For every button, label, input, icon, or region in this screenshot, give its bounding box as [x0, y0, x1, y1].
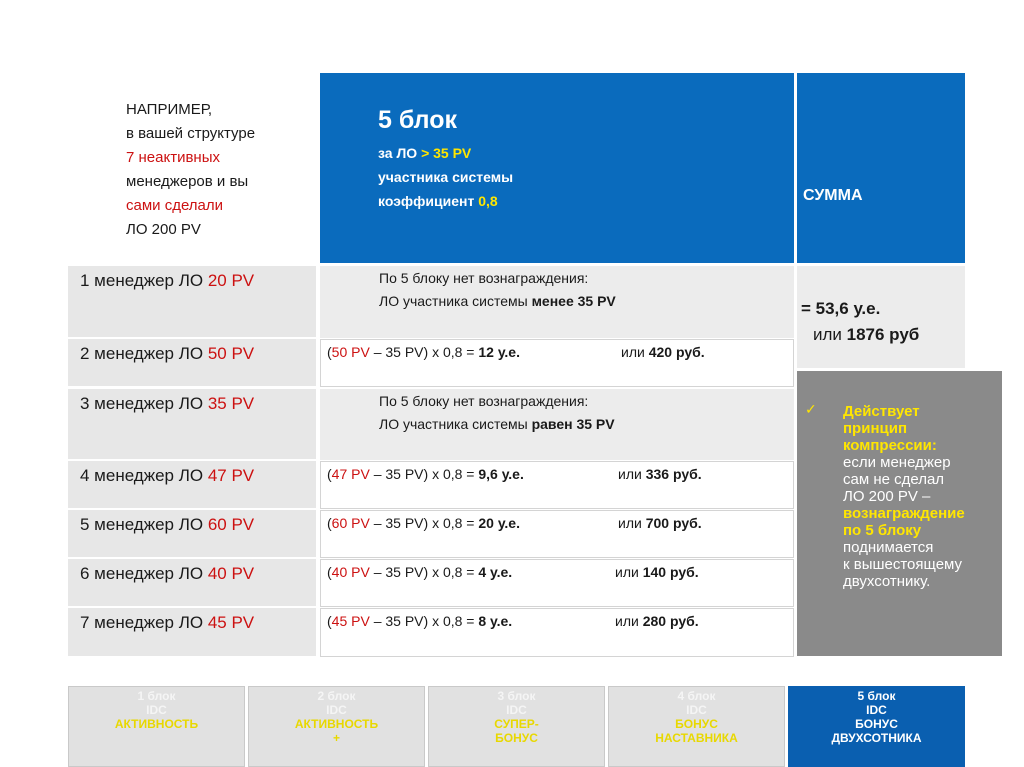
total-sum — [797, 266, 965, 368]
nav-block-title: АКТИВНОСТЬ — [294, 717, 379, 731]
manager-label — [80, 344, 254, 364]
manager-row-calc — [320, 461, 794, 509]
calc-formula: (50 PV – 35 PV) х 0,8 = 12 у.е. — [327, 344, 520, 360]
note-line: двухсотнику. — [843, 573, 931, 590]
calc-formula: (40 PV – 35 PV) х 0,8 = 4 у.е. — [327, 564, 513, 580]
calc-or: или — [621, 344, 649, 360]
calc-or: или — [615, 613, 643, 629]
manager-text: 7 менеджер ЛО — [80, 613, 208, 632]
nav-block-2[interactable] — [248, 686, 425, 767]
calc-rest: – 35 PV) х 0,8 = — [369, 564, 479, 580]
calc-pv: 60 PV — [331, 515, 370, 531]
calc-rub-value: 280 руб. — [642, 613, 699, 629]
no-reward-text — [379, 390, 615, 436]
calc-pv: 47 PV — [331, 466, 370, 482]
compression-note — [797, 371, 1002, 656]
nav-block-subtitle: ДВУХСОТНИКА — [831, 731, 922, 745]
note-line: Действует — [843, 403, 920, 420]
nav-block-number: 5 блок — [857, 689, 896, 703]
calc-formula: (45 PV – 35 PV) х 0,8 = 8 у.е. — [327, 613, 513, 629]
calc-or: или — [618, 466, 646, 482]
calc-rub — [621, 344, 705, 360]
calc-result: 4 у.е. — [478, 564, 513, 580]
manager-label — [80, 271, 254, 291]
block-description — [378, 141, 513, 213]
calc-rub — [615, 613, 699, 629]
intro-line: сами сделали — [126, 197, 224, 214]
total-sum-rub-value: 1876 руб — [846, 325, 920, 344]
manager-text: 4 менеджер ЛО — [80, 466, 208, 485]
note-line: поднимается — [843, 539, 934, 556]
manager-pv: 20 PV — [207, 271, 255, 290]
calc-pv: 40 PV — [331, 564, 370, 580]
manager-text: 1 менеджер ЛО — [80, 271, 208, 290]
intro-line: 7 неактивных — [126, 149, 220, 166]
note-line: к вышестоящему — [843, 556, 963, 573]
coefficient-value: 0,8 — [478, 193, 498, 209]
block-coefficient — [378, 189, 513, 213]
nav-block-1[interactable] — [68, 686, 245, 767]
calc-formula: (47 PV – 35 PV) х 0,8 = 9,6 у.е. — [327, 466, 524, 482]
manager-pv: 35 PV — [207, 394, 255, 413]
manager-pv: 60 PV — [207, 515, 255, 534]
calc-or: или — [618, 515, 646, 531]
manager-row-calc — [320, 608, 794, 657]
calc-rest: – 35 PV) х 0,8 = — [369, 466, 479, 482]
nav-block-4[interactable] — [608, 686, 785, 767]
calc-rub-value: 140 руб. — [642, 564, 699, 580]
compression-note-text — [843, 403, 1003, 590]
nav-block-subtitle: НАСТАВНИКА — [655, 731, 738, 745]
nav-block-brand: IDC — [326, 703, 347, 717]
reason-value: менее 35 PV — [531, 293, 616, 309]
calc-pv: 50 PV — [331, 344, 370, 360]
calc-rub-value: 420 руб. — [648, 344, 705, 360]
intro-line: НАПРИМЕР, — [126, 101, 213, 118]
nav-block-brand: IDC — [686, 703, 707, 717]
note-line: ЛО 200 PV – — [843, 488, 931, 505]
nav-block-title: БОНУС — [675, 717, 718, 731]
manager-pv: 40 PV — [207, 564, 255, 583]
nav-block-5[interactable] — [788, 686, 965, 767]
manager-pv: 45 PV — [207, 613, 255, 632]
sum-header — [797, 73, 965, 263]
manager-text: 2 менеджер ЛО — [80, 344, 208, 363]
calc-rest: – 35 PV) х 0,8 = — [369, 613, 479, 629]
calc-rest: – 35 PV) х 0,8 = — [369, 515, 479, 531]
manager-pv: 47 PV — [207, 466, 255, 485]
calc-rub-value: 336 руб. — [645, 466, 702, 482]
calc-result: 12 у.е. — [478, 344, 520, 360]
calc-rub — [615, 564, 699, 580]
nav-block-number: 2 блок — [317, 689, 356, 703]
no-reward-line: По 5 блоку нет вознаграждения: — [379, 270, 589, 286]
nav-block-brand: IDC — [866, 703, 887, 717]
calc-rest: – 35 PV) х 0,8 = — [369, 344, 479, 360]
manager-row-label — [68, 608, 316, 657]
nav-block-title: АКТИВНОСТЬ — [114, 717, 199, 731]
intro-line: в вашей структуре — [126, 125, 256, 142]
manager-label — [80, 394, 254, 414]
note-line: вознаграждение — [843, 505, 965, 522]
nav-block-subtitle: + — [332, 731, 340, 745]
manager-label — [80, 613, 254, 633]
total-sum-ue: = 53,6 у.е. — [801, 299, 881, 318]
manager-row-calc — [320, 559, 794, 607]
note-line: если менеджер — [843, 454, 951, 471]
no-reward-line: По 5 блоку нет вознаграждения: — [379, 393, 589, 409]
nav-block-brand: IDC — [146, 703, 167, 717]
manager-row-label — [68, 389, 316, 460]
condition-prefix: за ЛО — [378, 145, 422, 161]
nav-block-number: 4 блок — [677, 689, 716, 703]
manager-row-calc — [320, 339, 794, 387]
nav-block-title: БОНУС — [855, 717, 898, 731]
note-line: компрессии: — [843, 437, 937, 454]
check-icon: ✓ — [805, 401, 817, 417]
note-line: сам не сделал — [843, 471, 945, 488]
no-reward-text — [379, 267, 616, 313]
manager-text: 5 менеджер ЛО — [80, 515, 208, 534]
calc-rub — [618, 515, 702, 531]
calc-or: или — [615, 564, 643, 580]
nav-block-number: 3 блок — [497, 689, 536, 703]
sum-header-label: СУММА — [803, 187, 863, 204]
manager-text: 6 менеджер ЛО — [80, 564, 208, 583]
condition-value: > 35 PV — [421, 145, 472, 161]
calc-pv: 45 PV — [331, 613, 370, 629]
manager-label — [80, 564, 254, 584]
note-line: принцип — [843, 420, 908, 437]
block-title: 5 блок — [378, 106, 458, 134]
reason-value: равен 35 PV — [531, 416, 615, 432]
calc-rub-value: 700 руб. — [645, 515, 702, 531]
nav-block-title: СУПЕР- — [494, 717, 539, 731]
nav-block-number: 1 блок — [137, 689, 176, 703]
manager-row-label — [68, 266, 316, 338]
manager-row-label — [68, 339, 316, 387]
calc-rub — [618, 466, 702, 482]
manager-label — [80, 466, 254, 486]
total-sum-or: или — [813, 325, 847, 344]
block-header — [320, 73, 794, 263]
intro-line: ЛО 200 PV — [126, 221, 201, 238]
manager-pv: 50 PV — [207, 344, 255, 363]
manager-row-calc — [320, 266, 794, 338]
manager-text: 3 менеджер ЛО — [80, 394, 208, 413]
manager-row-label — [68, 559, 316, 607]
manager-row-calc — [320, 510, 794, 558]
manager-row-label — [68, 510, 316, 558]
note-line: по 5 блоку — [843, 522, 922, 539]
calc-result: 8 у.е. — [478, 613, 513, 629]
calc-result: 20 у.е. — [478, 515, 520, 531]
reason-prefix: ЛО участника системы — [379, 416, 532, 432]
intro-line: менеджеров и вы — [126, 173, 249, 190]
manager-row-calc — [320, 389, 794, 460]
calc-result: 9,6 у.е. — [478, 466, 524, 482]
coefficient-prefix: коэффициент — [378, 193, 479, 209]
calc-formula: (60 PV – 35 PV) х 0,8 = 20 у.е. — [327, 515, 520, 531]
nav-block-brand: IDC — [506, 703, 527, 717]
nav-block-3[interactable] — [428, 686, 605, 767]
nav-block-subtitle: БОНУС — [495, 731, 538, 745]
no-reward-reason — [379, 290, 616, 313]
total-sum-value — [801, 296, 919, 348]
manager-row-label — [68, 461, 316, 509]
reason-prefix: ЛО участника системы — [379, 293, 532, 309]
total-sum-rub — [801, 322, 919, 348]
manager-label — [80, 515, 254, 535]
intro-text — [126, 98, 316, 242]
no-reward-reason — [379, 413, 615, 436]
block-subject: участника системы — [378, 169, 514, 185]
block-condition — [378, 141, 513, 165]
